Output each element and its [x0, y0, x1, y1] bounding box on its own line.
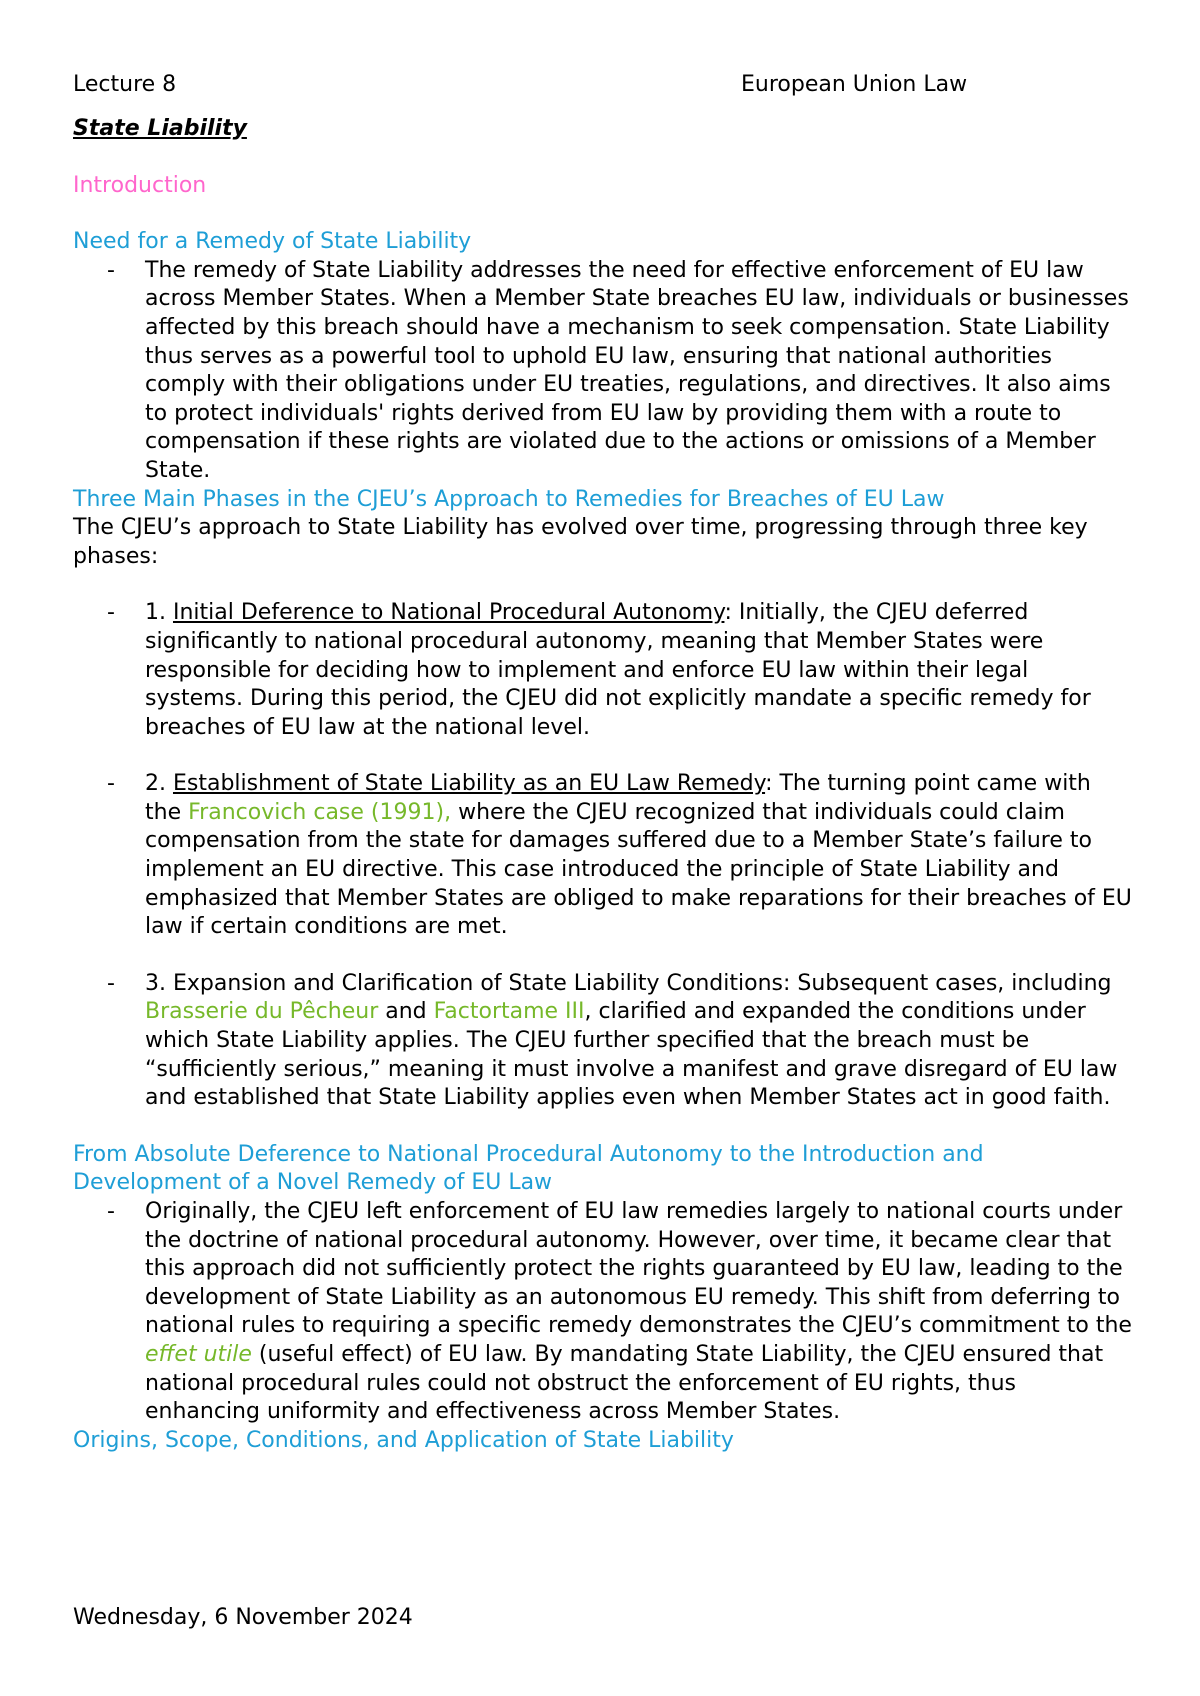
phase2-number: 2.: [145, 771, 173, 797]
phase3-text-a: 3. Expansion and Clarification of State Liability Conditions: Subsequent cases, including: [145, 970, 1112, 996]
introduction-heading: Introduction: [73, 172, 207, 198]
need-heading: Need for a Remedy of State Liability: [73, 229, 472, 255]
list-item: [73, 970, 1133, 1113]
francovich-case: Francovich case (1991),: [188, 799, 452, 825]
need-text: The remedy of State Liability addresses the need for effective enforcement of EU law across Member States. When a Member State breaches EU law, individuals or businesses affected by this breach should have a mechanism to seek compensation. State Liability thus serves as a powerful tool to uphold EU law, ensuring that national authorities comply with their obligations under EU treaties, regulations, and directives. It also aims to protect individuals' rights derived from EU law by providing them with a route to compensation if these rights are violated due to the actions or omissions of a Member State.: [145, 257, 1129, 483]
page-header: [73, 71, 1133, 99]
bullet-marker: -: [107, 257, 115, 283]
phase1-text: : Initially, the CJEU deferred significantly to national procedural autonomy, meaning that Member States were responsible for deciding how to implement and enforce EU law within their legal systems. During this period, the CJEU did not explicitly mandate a specific remedy for breaches of EU law at the national level.: [145, 600, 1091, 740]
phase1-title: Initial Deference to National Procedural Autonomy: [172, 600, 725, 626]
phase3-text-b: and: [378, 999, 434, 1025]
bullet-marker: -: [107, 970, 115, 996]
phase2-text-a: : The turning point came with the: [145, 771, 1091, 825]
document-body: [73, 71, 1133, 1455]
origins-heading: Origins, Scope, Conditions, and Application of State Liability: [73, 1427, 734, 1453]
list-item: [73, 1198, 1133, 1427]
bullet-marker: -: [107, 771, 115, 797]
phase1-number: 1.: [145, 600, 173, 626]
course-label: European Union Law: [741, 72, 968, 97]
lecture-label: Lecture 8: [73, 72, 177, 97]
document-title: State Liability: [73, 116, 247, 141]
deference-text-a: Originally, the CJEU left enforcement of EU law remedies largely to national courts under the doctrine of national procedural autonomy. However, over time, it became clear that this approach did not sufficiently protect the rights guaranteed by EU law, leading to the development of State Liability as an autonomous EU remedy. This shift from deferring to national rules to requiring a specific remedy demonstrates the CJEU’s commitment to the: [145, 1199, 1132, 1339]
list-item: [73, 599, 1133, 742]
phases-list: [73, 599, 1133, 1113]
deference-list: [73, 1198, 1133, 1427]
need-list: [73, 257, 1133, 486]
list-item: [73, 770, 1133, 942]
phase2-text-b: where the CJEU recognized that individuals could claim compensation from the state for damages suffered due to a Member State’s failure to implement an EU directive. This case introduced the principle of State Liability and emphasized that Member States are obliged to make reparations for their breaches of EU law if certain conditions are met.: [145, 799, 1132, 940]
bullet-marker: -: [107, 1199, 115, 1224]
list-item: [73, 257, 1133, 486]
deference-heading: From Absolute Deference to National Procedural Autonomy to the Introduction and Development of a Novel Remedy of EU Law: [73, 1141, 984, 1196]
phases-heading: Three Main Phases in the CJEU’s Approach to Remedies for Breaches of EU Law: [73, 486, 945, 512]
page-footer-date: Wednesday, 6 November 2024: [73, 1605, 413, 1630]
effet-utile-term: effet utile: [145, 1341, 252, 1367]
phases-intro: The CJEU’s approach to State Liability has evolved over time, progressing through three key phases:: [73, 515, 1088, 569]
bullet-marker: -: [107, 600, 115, 626]
phase2-title: Establishment of State Liability as an EU Law Remedy: [172, 771, 766, 797]
brasserie-case: Brasserie du Pêcheur: [145, 999, 379, 1025]
deference-text-b: (useful effect) of EU law. By mandating State Liability, the CJEU ensured that national procedural rules could not obstruct the enforcement of EU rights, thus enhancing uniformity and effectiveness across Member States.: [145, 1341, 1104, 1425]
factortame-case: Factortame III: [433, 999, 585, 1025]
phase3-text-c: , clarified and expanded the conditions under which State Liability applies. The CJEU further specified that the breach must be “sufficiently serious,” meaning it must involve a manifest and grave disregard of EU law and established that State Liability applies even when Member States act in good faith.: [145, 999, 1118, 1111]
